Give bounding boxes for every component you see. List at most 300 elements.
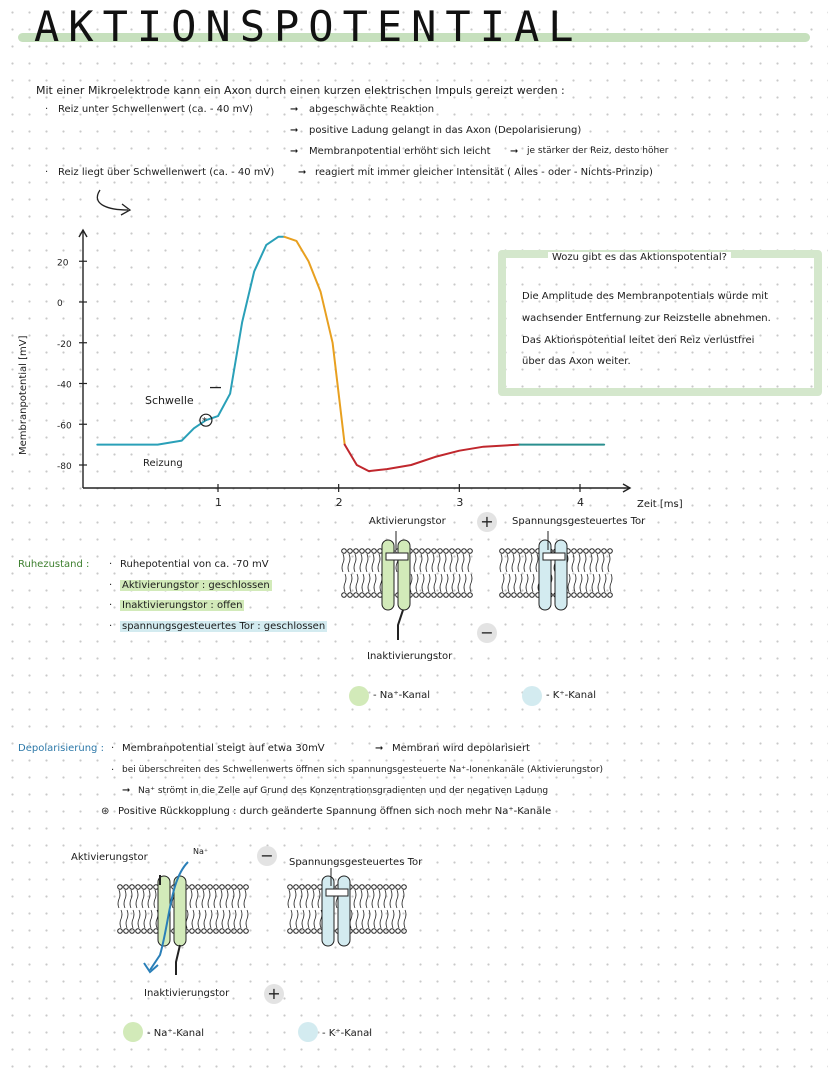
lipid-head <box>130 929 135 934</box>
x-tick-label: 1 <box>215 496 222 509</box>
lipid-tail <box>428 574 430 592</box>
lipid-tail <box>362 910 364 928</box>
lipid-head <box>420 549 425 554</box>
lipid-head <box>512 549 517 554</box>
page-title: AKTIONSPOTENTIAL <box>34 2 583 51</box>
lipid-tail <box>132 910 134 928</box>
plus-icon: + <box>477 512 497 532</box>
depol-item: Membran wird depolarisiert <box>392 743 530 754</box>
lipid-tail <box>610 574 612 592</box>
feedback-marker-star: * <box>201 416 207 428</box>
lipid-tail <box>426 554 428 572</box>
lipid-head <box>354 929 359 934</box>
effect-3: Membranpotential erhöht sich leicht <box>309 146 491 157</box>
spannung-gate <box>543 553 565 560</box>
lipid-head <box>360 549 365 554</box>
lipid-tail <box>420 554 422 572</box>
lipid-tail <box>118 890 120 908</box>
lipid-head <box>238 885 243 890</box>
lipid-tail <box>150 910 152 928</box>
lipid-head <box>342 549 347 554</box>
lipid-head <box>512 593 517 598</box>
lipid-head <box>220 929 225 934</box>
lipid-tail <box>348 554 350 572</box>
intro-bullet-dot: · <box>45 167 49 178</box>
inaktivierungstor-gate <box>398 610 403 640</box>
lipid-head <box>142 929 147 934</box>
lipid-head <box>530 593 535 598</box>
lipid-head <box>348 549 353 554</box>
lipid-tail <box>584 554 586 572</box>
y-tick-label: -40 <box>57 380 72 391</box>
lipid-tail <box>574 574 576 592</box>
lipid-head <box>300 885 305 890</box>
effect-1: abgeschwächte Reaktion <box>309 104 435 115</box>
lipid-head <box>462 593 467 598</box>
lipid-head <box>444 549 449 554</box>
lipid-tail <box>572 554 574 572</box>
lipid-head <box>348 593 353 598</box>
lipid-tail <box>356 574 358 592</box>
lipid-tail <box>524 554 526 572</box>
intro-bullet-2: Reiz liegt über Schwellenwert (ca. - 40 mV) <box>58 167 275 178</box>
spannung-label: Spannungsgesteuertes Tor <box>512 516 646 527</box>
aktivierungstor-gate <box>386 553 408 560</box>
lipid-head <box>190 929 195 934</box>
lipid-head <box>578 593 583 598</box>
x-tick-label: 4 <box>577 496 584 509</box>
depol-item: bei überschreiten des Schwellenwerts öffnen sich spannungsgesteuerte Na⁺-Ionenkanäle (Aktivierungstor) <box>122 765 604 775</box>
lipid-tail <box>380 910 382 928</box>
arrow: ➞ <box>290 125 299 136</box>
lipid-head <box>306 929 311 934</box>
lipid-tail <box>368 574 370 592</box>
lipid-head <box>384 885 389 890</box>
arrow: ➞ <box>510 146 519 157</box>
lipid-tail <box>416 574 418 592</box>
lipid-head <box>148 885 153 890</box>
lipid-head <box>572 549 577 554</box>
lipid-tail <box>532 574 534 592</box>
lipid-tail <box>120 910 122 928</box>
lipid-tail <box>422 574 424 592</box>
minus-icon: − <box>477 623 497 643</box>
lipid-tail <box>210 910 212 928</box>
lipid-tail <box>124 890 126 908</box>
lipid-tail <box>350 574 352 592</box>
intro-line: Mit einer Mikroelektrode kann ein Axon durch einen kurzen elektrischen Impuls gereizt werden : <box>36 84 565 97</box>
depolarisierung-label: Depolarisierung : <box>18 743 104 754</box>
lipid-tail <box>148 890 150 908</box>
spannung-label: Spannungsgesteuertes Tor <box>289 857 423 868</box>
lipid-tail <box>592 574 594 592</box>
na-ion-label: Na⁺ <box>193 847 209 856</box>
channel-half <box>382 540 394 610</box>
lipid-head <box>372 929 377 934</box>
spannung-gate <box>326 889 348 896</box>
lipid-head <box>294 885 299 890</box>
lipid-head <box>118 929 123 934</box>
lipid-tail <box>374 910 376 928</box>
lipid-head <box>402 929 407 934</box>
lipid-head <box>354 549 359 554</box>
lipid-head <box>456 593 461 598</box>
lipid-tail <box>468 554 470 572</box>
lipid-head <box>390 929 395 934</box>
lipid-tail <box>414 554 416 572</box>
lipid-tail <box>438 554 440 572</box>
bullet-dot: · <box>109 621 113 632</box>
lipid-tail <box>314 910 316 928</box>
lipid-tail <box>386 910 388 928</box>
lipid-head <box>590 549 595 554</box>
lipid-head <box>202 885 207 890</box>
lipid-head <box>300 929 305 934</box>
lipid-head <box>226 929 231 934</box>
lipid-tail <box>244 890 246 908</box>
k-legend-label: - K⁺-Kanal <box>546 690 596 701</box>
lipid-head <box>232 929 237 934</box>
lipid-head <box>124 885 129 890</box>
lipid-head <box>220 885 225 890</box>
lipid-head <box>366 549 371 554</box>
lipid-tail <box>506 554 508 572</box>
lipid-head <box>238 929 243 934</box>
lipid-tail <box>374 574 376 592</box>
lipid-head <box>288 885 293 890</box>
lipid-head <box>500 593 505 598</box>
lipid-tail <box>434 574 436 592</box>
lipid-head <box>396 929 401 934</box>
lipid-tail <box>144 910 146 928</box>
lipid-head <box>432 593 437 598</box>
lipid-head <box>226 885 231 890</box>
lipid-head <box>208 885 213 890</box>
info-box-line: Die Amplitude des Membranpotentials würde mit <box>522 291 769 302</box>
ruhe-item: spannungsgesteuertes Tor : geschlossen <box>122 621 326 632</box>
lipid-tail <box>536 554 538 572</box>
lipid-head <box>372 549 377 554</box>
lipid-tail <box>512 554 514 572</box>
lipid-tail <box>344 574 346 592</box>
lipid-tail <box>378 890 380 908</box>
lipid-tail <box>232 890 234 908</box>
lipid-head <box>360 885 365 890</box>
effect-5: reagiert mit immer gleicher Intensität ( Alles - oder - Nichts-Prinzip) <box>315 167 653 178</box>
aktivierungstor-label: Aktivierungstor <box>369 516 446 527</box>
lipid-tail <box>580 574 582 592</box>
x-tick-label: 2 <box>335 496 343 509</box>
lipid-head <box>244 885 249 890</box>
lipid-tail <box>216 910 218 928</box>
depol-item: Positive Rückkopplung : durch geänderte Spannung öffnen sich noch mehr Na⁺-Kanäle <box>118 806 552 817</box>
lipid-tail <box>342 554 344 572</box>
plus-icon: + <box>264 984 284 1004</box>
lipid-head <box>602 593 607 598</box>
lipid-tail <box>530 554 532 572</box>
lipid-tail <box>126 910 128 928</box>
lipid-tail <box>440 574 442 592</box>
info-box-line: wachsender Entfernung zur Reizstelle abnehmen. <box>522 313 771 324</box>
lipid-head <box>596 593 601 598</box>
lipid-tail <box>290 910 292 928</box>
lipid-head <box>208 929 213 934</box>
ruhe-item: Inaktivierungstor : offen <box>122 600 243 611</box>
lipid-tail <box>154 890 156 908</box>
arrow: ➞ <box>122 785 131 796</box>
lipid-head <box>190 885 195 890</box>
lipid-tail <box>444 554 446 572</box>
lipid-tail <box>602 554 604 572</box>
lipid-tail <box>226 890 228 908</box>
lipid-head <box>438 593 443 598</box>
aktivierungstor-label: Aktivierungstor <box>71 852 148 863</box>
lipid-head <box>306 885 311 890</box>
y-axis-label: Membranpotential [mV] <box>18 335 29 455</box>
lipid-head <box>354 593 359 598</box>
lipid-tail <box>366 554 368 572</box>
lipid-head <box>608 549 613 554</box>
lipid-tail <box>228 910 230 928</box>
lipid-head <box>414 549 419 554</box>
channel-half <box>322 876 334 946</box>
lipid-tail <box>130 890 132 908</box>
lipid-head <box>136 885 141 890</box>
lipid-tail <box>452 574 454 592</box>
bullet-dot: · <box>111 743 115 754</box>
ruhe-item: Aktivierungstor : geschlossen <box>122 580 270 591</box>
lipid-head <box>312 929 317 934</box>
lipid-head <box>214 929 219 934</box>
effect-4: je stärker der Reiz, desto höher <box>527 146 669 156</box>
lipid-tail <box>608 554 610 572</box>
lipid-tail <box>500 554 502 572</box>
inaktivierungstor-label: Inaktivierungstor <box>367 651 453 662</box>
k-legend-label: - K⁺-Kanal <box>322 1028 372 1039</box>
lipid-tail <box>198 910 200 928</box>
ruhe-item: Ruhepotential von ca. -70 mV <box>120 559 269 570</box>
lipid-head <box>468 549 473 554</box>
lipid-head <box>468 593 473 598</box>
lipid-tail <box>202 890 204 908</box>
lipid-head <box>366 885 371 890</box>
lipid-head <box>366 593 371 598</box>
asterisk-icon: ⊛ <box>101 806 110 817</box>
lipid-tail <box>192 910 194 928</box>
lipid-tail <box>306 890 308 908</box>
lipid-tail <box>208 890 210 908</box>
schwelle-label: Schwelle <box>145 394 194 407</box>
k-channel-ruhe <box>539 540 567 610</box>
lipid-tail <box>568 574 570 592</box>
lipid-tail <box>520 574 522 592</box>
lipid-tail <box>312 890 314 908</box>
lipid-tail <box>300 890 302 908</box>
lipid-head <box>438 549 443 554</box>
lipid-head <box>518 593 523 598</box>
lipid-tail <box>302 910 304 928</box>
lipid-tail <box>396 890 398 908</box>
lipid-head <box>456 549 461 554</box>
bullet-dot: · <box>109 580 113 591</box>
lipid-tail <box>464 574 466 592</box>
lipid-head <box>378 929 383 934</box>
lipid-tail <box>368 910 370 928</box>
lipid-head <box>578 549 583 554</box>
lipid-tail <box>222 910 224 928</box>
lipid-head <box>426 593 431 598</box>
arrow: ➞ <box>375 743 384 754</box>
channel-half <box>555 540 567 610</box>
lipid-head <box>372 885 377 890</box>
lipid-tail <box>502 574 504 592</box>
lipid-head <box>584 593 589 598</box>
lipid-head <box>396 885 401 890</box>
lipid-tail <box>234 910 236 928</box>
lipid-tail <box>360 554 362 572</box>
lipid-tail <box>240 910 242 928</box>
y-tick-label: -80 <box>57 462 72 472</box>
lipid-head <box>432 549 437 554</box>
lipid-tail <box>296 910 298 928</box>
lipid-head <box>244 929 249 934</box>
lipid-tail <box>354 554 356 572</box>
lipid-head <box>524 549 529 554</box>
lipid-head <box>596 549 601 554</box>
lipid-tail <box>404 910 406 928</box>
lipid-tail <box>190 890 192 908</box>
lipid-tail <box>446 574 448 592</box>
lipid-tail <box>366 890 368 908</box>
lipid-tail <box>142 890 144 908</box>
channel-half <box>338 876 350 946</box>
lipid-tail <box>526 574 528 592</box>
lipid-tail <box>450 554 452 572</box>
lipid-tail <box>392 910 394 928</box>
lipid-tail <box>578 554 580 572</box>
info-box-line: über das Axon weiter. <box>522 356 631 367</box>
lipid-head <box>196 885 201 890</box>
lipid-head <box>590 593 595 598</box>
depol-item: Na⁺ strömt in die Zelle auf Grund des Konzentrationsgradienten und der negativen Ladung <box>138 786 549 796</box>
lipid-head <box>500 549 505 554</box>
lipid-head <box>420 593 425 598</box>
lipid-head <box>148 929 153 934</box>
lipid-tail <box>196 890 198 908</box>
lipid-head <box>288 929 293 934</box>
lipid-tail <box>596 554 598 572</box>
lipid-tail <box>432 554 434 572</box>
x-tick-label: 3 <box>456 496 464 509</box>
lipid-head <box>136 929 141 934</box>
effect-2: positive Ladung gelangt in das Axon (Depolarisierung) <box>309 125 582 136</box>
lipid-head <box>518 549 523 554</box>
na-legend-label: - Na⁺-Kanal <box>373 690 431 701</box>
lipid-head <box>360 593 365 598</box>
lipid-head <box>572 593 577 598</box>
lipid-head <box>342 593 347 598</box>
channel-half <box>539 540 551 610</box>
y-tick-label: -20 <box>57 339 72 350</box>
minus-icon: − <box>257 846 277 866</box>
lipid-head <box>414 593 419 598</box>
lipid-tail <box>294 890 296 908</box>
lipid-tail <box>508 574 510 592</box>
x-axis-label: Zeit [ms] <box>637 499 683 510</box>
inaktivierungstor-gate <box>176 945 180 975</box>
lipid-head <box>444 593 449 598</box>
lipid-tail <box>378 554 380 572</box>
lipid-head <box>124 929 129 934</box>
lipid-tail <box>238 890 240 908</box>
lipid-head <box>360 929 365 934</box>
lipid-head <box>506 593 511 598</box>
lipid-head <box>384 929 389 934</box>
inaktivierungstor-label: Inaktivierungstor <box>144 988 230 999</box>
lipid-head <box>232 885 237 890</box>
lipid-head <box>378 885 383 890</box>
lipid-tail <box>136 890 138 908</box>
lipid-tail <box>586 574 588 592</box>
lipid-head <box>294 929 299 934</box>
lipid-tail <box>458 574 460 592</box>
lipid-tail <box>372 554 374 572</box>
lipid-head <box>118 885 123 890</box>
lipid-tail <box>354 890 356 908</box>
lipid-tail <box>518 554 520 572</box>
lipid-head <box>584 549 589 554</box>
lipid-tail <box>372 890 374 908</box>
y-tick-label: 20 <box>57 258 69 269</box>
lipid-tail <box>288 890 290 908</box>
lipid-tail <box>318 890 320 908</box>
lipid-head <box>426 549 431 554</box>
y-tick-label: 0 <box>57 299 63 309</box>
lipid-tail <box>604 574 606 592</box>
lipid-tail <box>360 890 362 908</box>
lipid-head <box>312 885 317 890</box>
info-box-line: Das Aktionspotential leitet den Reiz verlustfrei <box>522 335 755 346</box>
lipid-head <box>366 929 371 934</box>
lipid-tail <box>362 574 364 592</box>
lipid-head <box>130 885 135 890</box>
lipid-head <box>450 593 455 598</box>
lipid-head <box>608 593 613 598</box>
lipid-head <box>202 929 207 934</box>
lipid-head <box>142 885 147 890</box>
depol-item: Membranpotential steigt auf etwa 30mV <box>122 743 325 754</box>
reizung-label: Reizung <box>143 458 183 469</box>
intro-bullet-1: Reiz unter Schwellenwert (ca. - 40 mV) <box>58 104 254 115</box>
bullet-dot: · <box>109 559 113 570</box>
lipid-tail <box>590 554 592 572</box>
lipid-head <box>390 885 395 890</box>
lipid-tail <box>470 574 472 592</box>
lipid-tail <box>456 554 458 572</box>
ruhezustand-label: Ruhezustand : <box>18 559 90 570</box>
lipid-tail <box>214 890 216 908</box>
lipid-head <box>524 593 529 598</box>
lipid-head <box>450 549 455 554</box>
lipid-head <box>214 885 219 890</box>
lipid-tail <box>356 910 358 928</box>
lipid-head <box>196 929 201 934</box>
intro-bullet-dot: · <box>45 104 49 115</box>
y-tick-label: -60 <box>57 421 72 432</box>
info-box-title: Wozu gibt es das Aktionspotential? <box>548 252 731 263</box>
lipid-tail <box>598 574 600 592</box>
lipid-head <box>402 885 407 890</box>
